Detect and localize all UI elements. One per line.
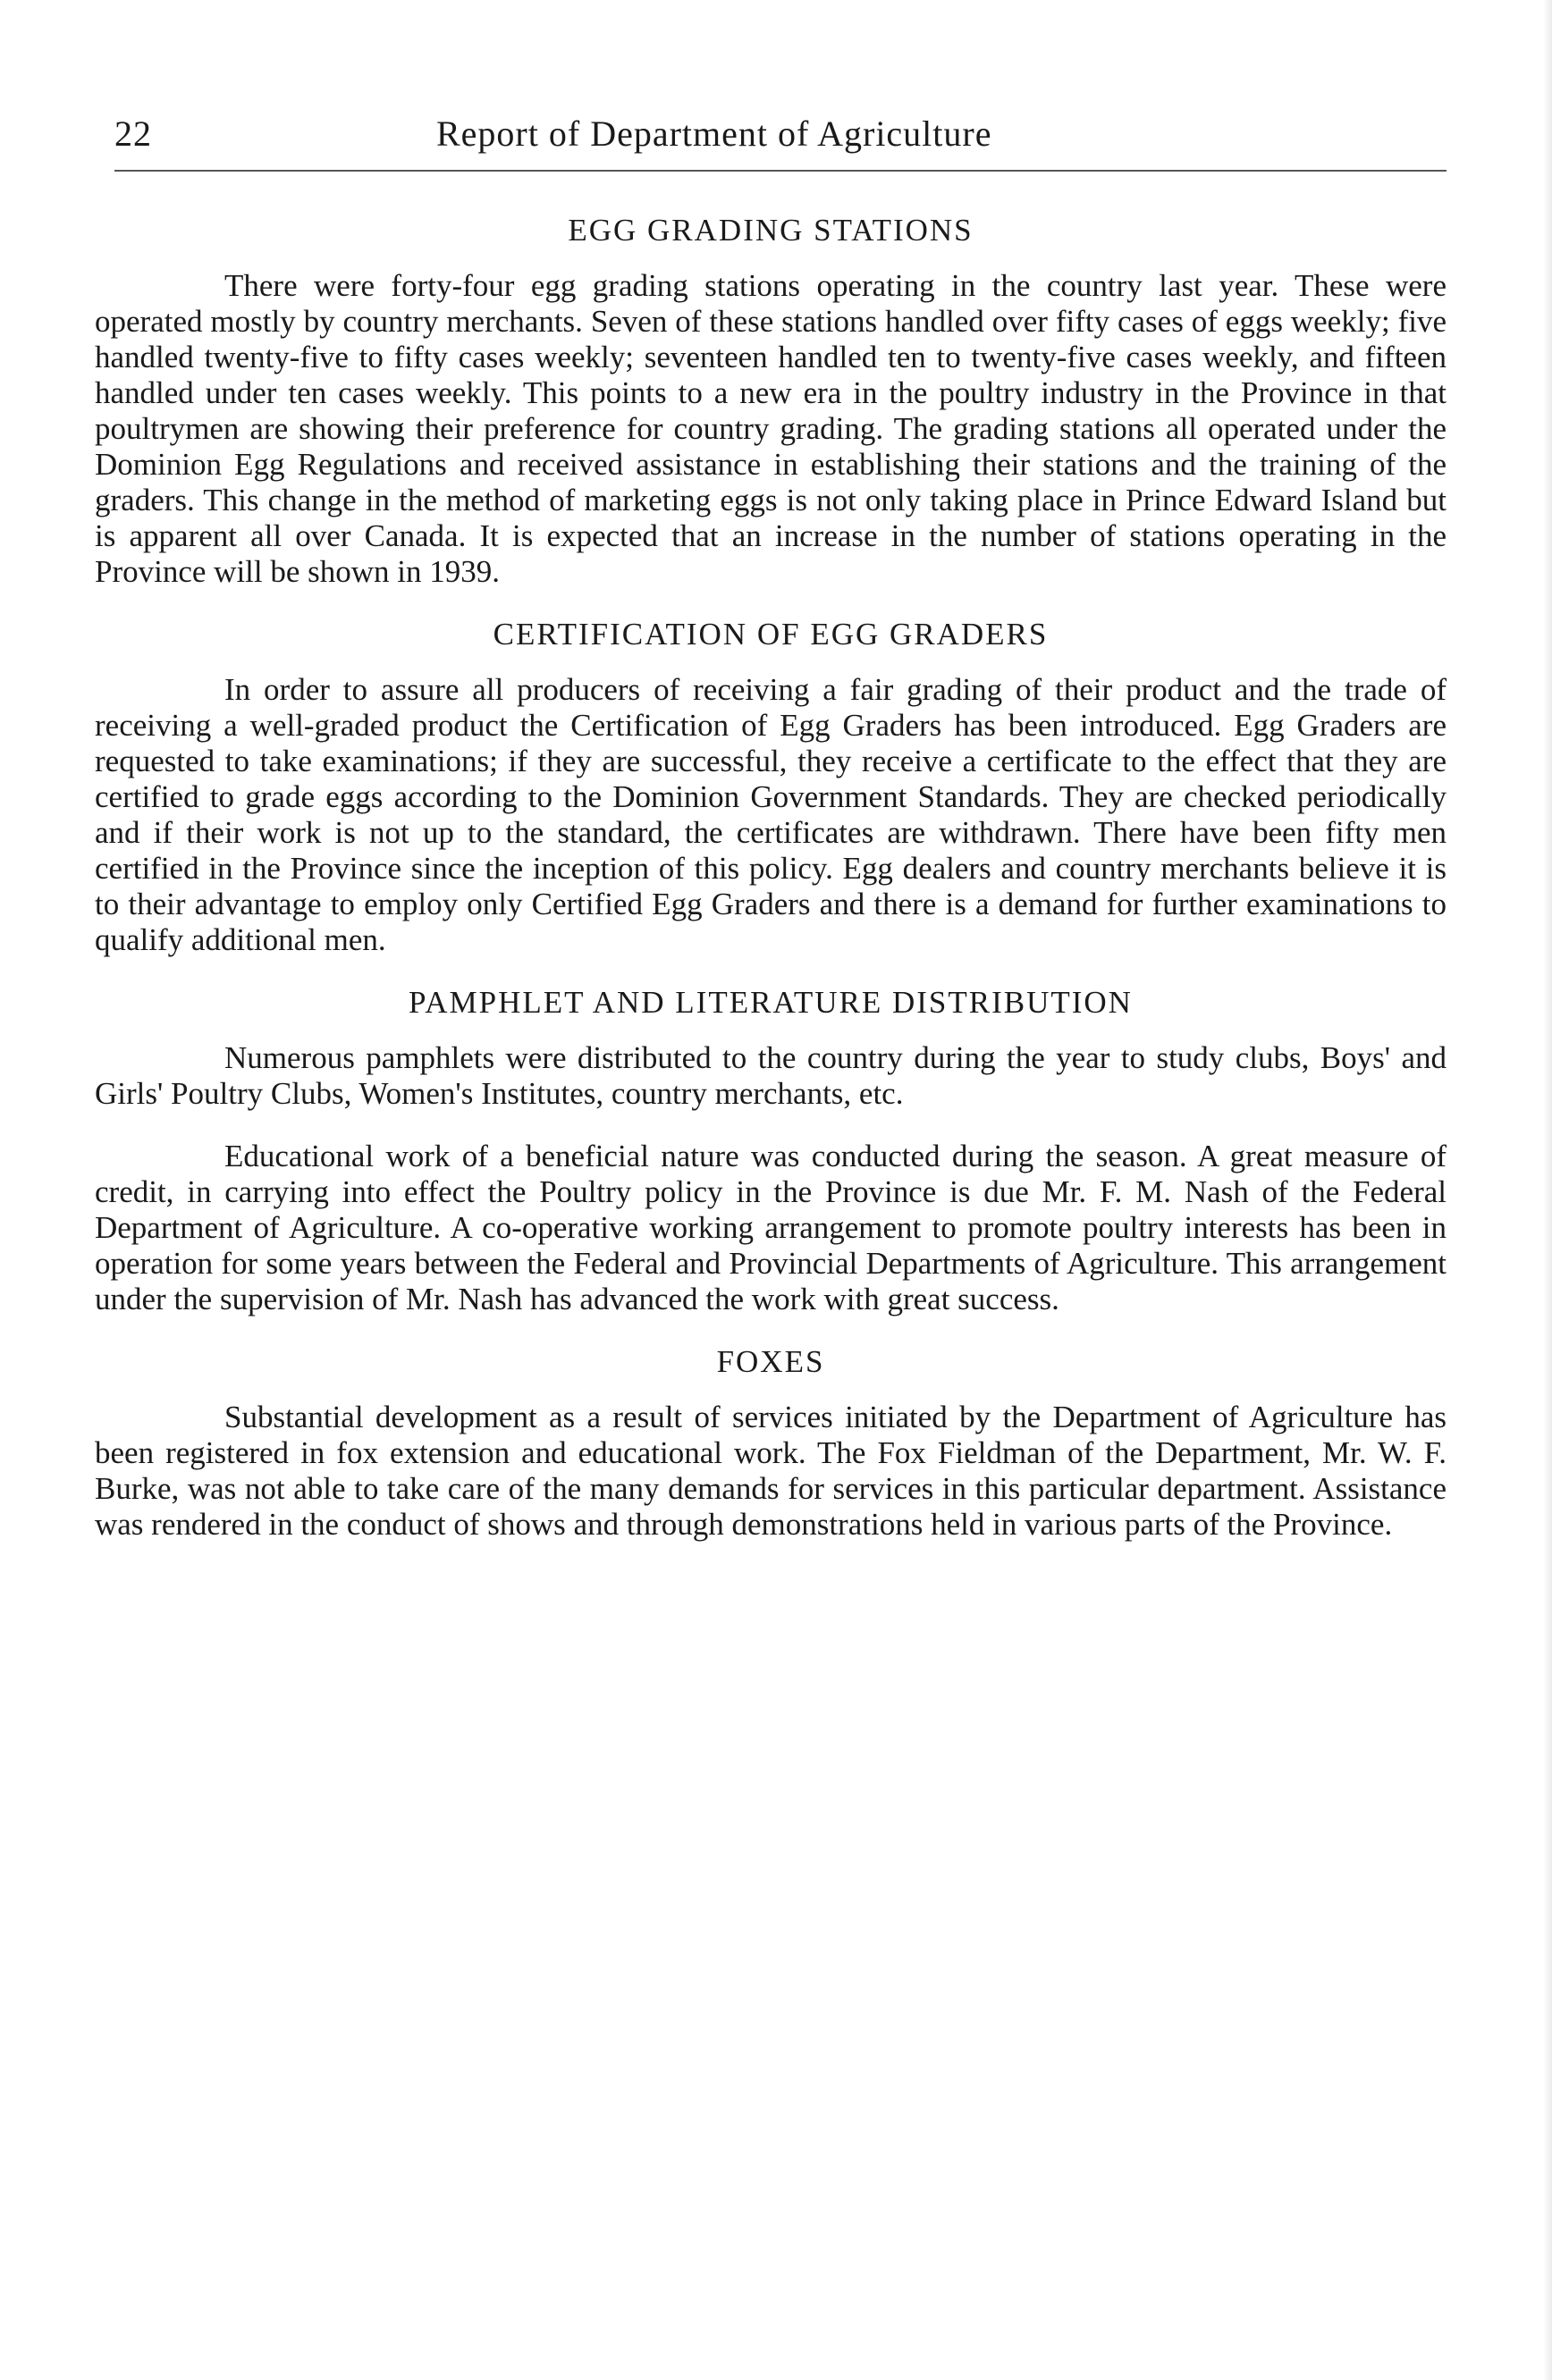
paragraph: Substantial development as a result of services initiated by the Department of Agriculture has been registered in fox extension and educational work. The Fox Fieldman of the Department, Mr. W. F. Burke, was not able to take care of the many demands for services in this particular department. Assistance was rendered in the conduct of shows and through demonstrations held in various parts of the Province. bbox=[95, 1400, 1447, 1542]
header-rule bbox=[114, 170, 1447, 172]
running-header-title: Report of Department of Agriculture bbox=[436, 114, 992, 154]
section-certification-of-egg-graders bbox=[95, 617, 1447, 958]
page-number: 22 bbox=[114, 114, 152, 154]
section-heading: EGG GRADING STATIONS bbox=[568, 213, 974, 248]
page-body bbox=[95, 213, 1447, 1543]
section-heading: PAMPHLET AND LITERATURE DISTRIBUTION bbox=[409, 985, 1133, 1020]
page-edge-shadow bbox=[1543, 0, 1552, 2380]
section-pamphlet-and-literature-distribution bbox=[95, 985, 1447, 1317]
running-header bbox=[114, 113, 1447, 166]
paragraph: Educational work of a beneficial nature was conducted during the season. A great measure of credit, in carrying into effect the Poultry policy in the Province is due Mr. F. M. Nash of the Federal Department of Agriculture. A co-operative working arrangement to promote poultry interests has been in operation for some years between the Federal and Provincial Departments of Agriculture. This arrangement under the supervision of Mr. Nash has advanced the work with great success. bbox=[95, 1139, 1447, 1316]
paragraph: There were forty-four egg grading stations operating in the country last year. These were operated mostly by country merchants. Seven of these stations handled over fifty cases of eggs weekly; five handled twenty-five to fifty cases weekly; seventeen handled ten to twenty-five cases weekly, and fifteen handled under ten cases weekly. This points to a new era in the poultry industry in the Province in that poultrymen are showing their preference for country grading. The grading stations all operated under the Dominion Egg Regulations and received assistance in establishing their stations and the training of the graders. This change in the method of marketing eggs is not only taking place in Prince Edward Island but is apparent all over Canada. It is expected that an increase in the number of stations operating in the Province will be shown in 1939. bbox=[95, 268, 1447, 589]
section-foxes bbox=[95, 1344, 1447, 1543]
section-egg-grading-stations bbox=[95, 213, 1447, 590]
paragraph: Numerous pamphlets were distributed to the country during the year to study clubs, Boys' and Girls' Poultry Clubs, Women's Institutes, country merchants, etc. bbox=[95, 1040, 1447, 1111]
paragraph: In order to assure all producers of receiving a fair grading of their product and the trade of receiving a well-graded product the Certification of Egg Graders has been introduced. Egg Graders are requested to take examinations; if they are successful, they receive a certificate to the effect that they are certified to grade eggs according to the Dominion Government Standards. They are checked periodically and if their work is not up to the standard, the certificates are withdrawn. There have been fifty men certified in the Province since the inception of this policy. Egg dealers and country merchants believe it is to their advantage to employ only Certified Egg Graders and there is a demand for further examinations to qualify additional men. bbox=[95, 672, 1447, 957]
section-heading: FOXES bbox=[716, 1344, 825, 1379]
section-heading: CERTIFICATION OF EGG GRADERS bbox=[493, 617, 1049, 652]
